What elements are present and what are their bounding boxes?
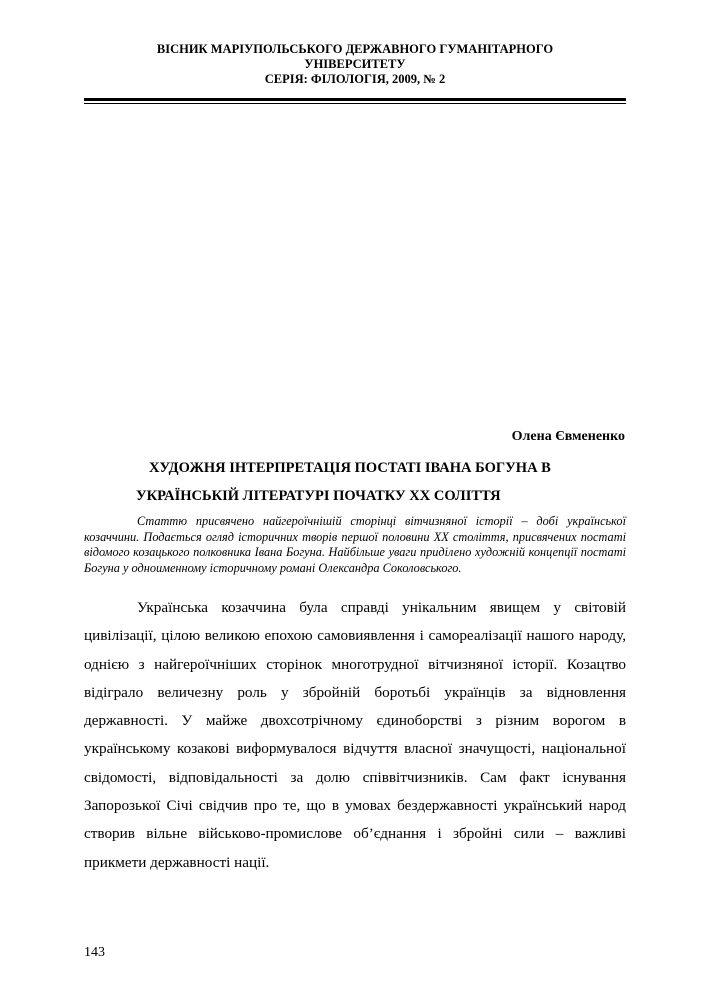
journal-header-line-3: СЕРІЯ: ФІЛОЛОГІЯ, 2009, № 2 xyxy=(264,72,446,86)
header-rule-thick xyxy=(84,98,626,101)
author-name: Олена Євмененко xyxy=(511,429,625,444)
header-rule-thin xyxy=(84,103,626,104)
article-body-paragraph: Українська козаччина була справді унікальним явищем у світовій цивілізації, цілою великою епохою самовиявлення і самореалізації нашого народу, однією з найгероїчніших сторінок многотрудної вітчизняної історії. Козацтво відіграло величезну роль у збройній боротьбі українців за відновлення державності. У майже двохсотрічному єдиноборстві з різним ворогом в українському козакові виформувалося відчуття власної значущості, національної свідомості, відповідальності за долю співвітчизників. Сам факт існування Запорозької Січі свідчив про те, що в умовах бездержавності український народ створив вільне військово-промислове об’єднання і збройні сили – важливі прикмети державності нації. xyxy=(84,599,626,871)
article-title-line-1: ХУДОЖНЯ ІНТЕРПРЕТАЦІЯ ПОСТАТІ ІВАНА БОГУНА В xyxy=(149,460,551,476)
journal-header-line-1: ВІСНИК МАРІУПОЛЬСЬКОГО ДЕРЖАВНОГО ГУМАНІТАРНОГО xyxy=(156,42,554,56)
page-number: 143 xyxy=(84,945,105,960)
article-abstract: Статтю присвячено найгероїчнішій сторінці вітчизняної історії – добі української козаччини. Подається огляд історичних творів першої половини ХХ століття, присвячених постаті відомого козацького полковника Івана Богуна. Найбільше уваги приділено художній концепції постаті Богуна у одноименному історичному романі Олександра Соколовського. xyxy=(84,514,626,576)
article-title-line-2: УКРАЇНСЬКІЙ ЛІТЕРАТУРІ ПОЧАТКУ ХХ СОЛІТТЯ xyxy=(136,488,501,504)
journal-header xyxy=(84,42,626,87)
journal-header-line-2: УНІВЕРСИТЕТУ xyxy=(304,57,406,71)
